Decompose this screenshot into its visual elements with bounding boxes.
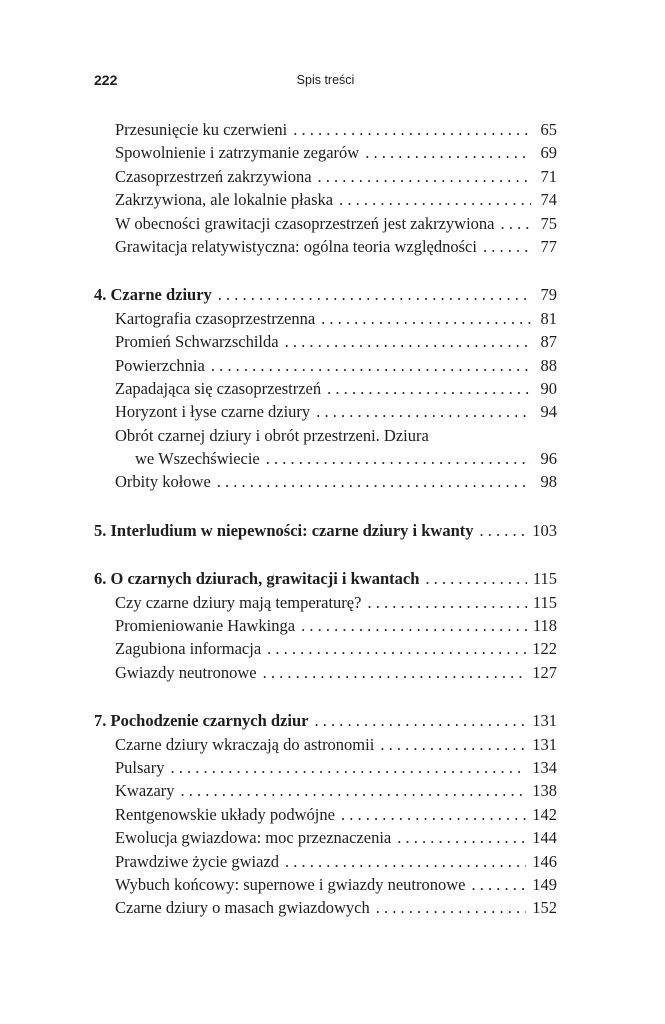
- toc-entry: Promieniowanie Hawkinga . . . 118: [94, 614, 557, 637]
- toc-chapter-4: 4. Czarne dziury . . . 79: [94, 283, 557, 306]
- toc-entry: we Wszechświecie . . . 96: [94, 447, 557, 470]
- toc-entry: Zapadająca się czasoprzestrzeń . . . 90: [94, 377, 557, 400]
- toc-entry: W obecności grawitacji czasoprzestrzeń jest zakrzywiona . . . 75: [94, 212, 557, 235]
- toc-entry: Rentgenowskie układy podwójne . . . 142: [94, 803, 557, 826]
- toc-entry: Orbity kołowe . . . 98: [94, 470, 557, 493]
- table-of-contents: [94, 118, 557, 920]
- toc-entry-line: Obrót czarnej dziury i obrót przestrzeni. Dziura: [115, 425, 429, 445]
- toc-entry: Powierzchnia . . . 88: [94, 354, 557, 377]
- toc-entry: Czy czarne dziury mają temperaturę? . . . 115: [94, 591, 557, 614]
- toc-entry: Zagubiona informacja . . . 122: [94, 637, 557, 660]
- toc-entry: Kartografia czasoprzestrzenna . . . 81: [94, 307, 557, 330]
- toc-entry: Ewolucja gwiazdowa: moc przeznaczenia . . . 144: [94, 826, 557, 849]
- running-title: Spis treści: [296, 73, 355, 87]
- toc-entry: Wybuch końcowy: supernowe i gwiazdy neutronowe . . . 149: [94, 873, 557, 896]
- toc-entry: Czasoprzestrzeń zakrzywiona . . . 71: [94, 165, 557, 188]
- toc-entry: Czarne dziury wkraczają do astronomii . . . 131: [94, 733, 557, 756]
- toc-entry: Grawitacja relatywistyczna: ogólna teoria względności . . . 77: [94, 235, 557, 258]
- toc-entry: Prawdziwe życie gwiazd . . . 146: [94, 850, 557, 873]
- toc-entry: Spowolnienie i zatrzymanie zegarów . . . 69: [94, 141, 557, 164]
- toc-entry: Pulsary . . . 134: [94, 756, 557, 779]
- toc-chapter-6: 6. O czarnych dziurach, grawitacji i kwantach . . . 115: [94, 567, 557, 590]
- toc-entry: Czarne dziury o masach gwiazdowych . . . 152: [94, 896, 557, 919]
- toc-entry: Zakrzywiona, ale lokalnie płaska . . . 74: [94, 188, 557, 211]
- toc-entry: Promień Schwarzschilda . . . 87: [94, 330, 557, 353]
- toc-entry: Horyzont i łyse czarne dziury . . . 94: [94, 400, 557, 423]
- toc-chapter-5: 5. Interludium w niepewności: czarne dziury i kwanty . . . 103: [94, 519, 557, 542]
- page-number: 222: [94, 72, 118, 88]
- toc-entry: Kwazary . . . 138: [94, 779, 557, 802]
- toc-entry: Przesunięcie ku czerwieni . . . 65: [94, 118, 557, 141]
- page-header: [94, 72, 557, 92]
- toc-chapter-7: 7. Pochodzenie czarnych dziur . . . 131: [94, 709, 557, 732]
- toc-entry: Gwiazdy neutronowe . . . 127: [94, 661, 557, 684]
